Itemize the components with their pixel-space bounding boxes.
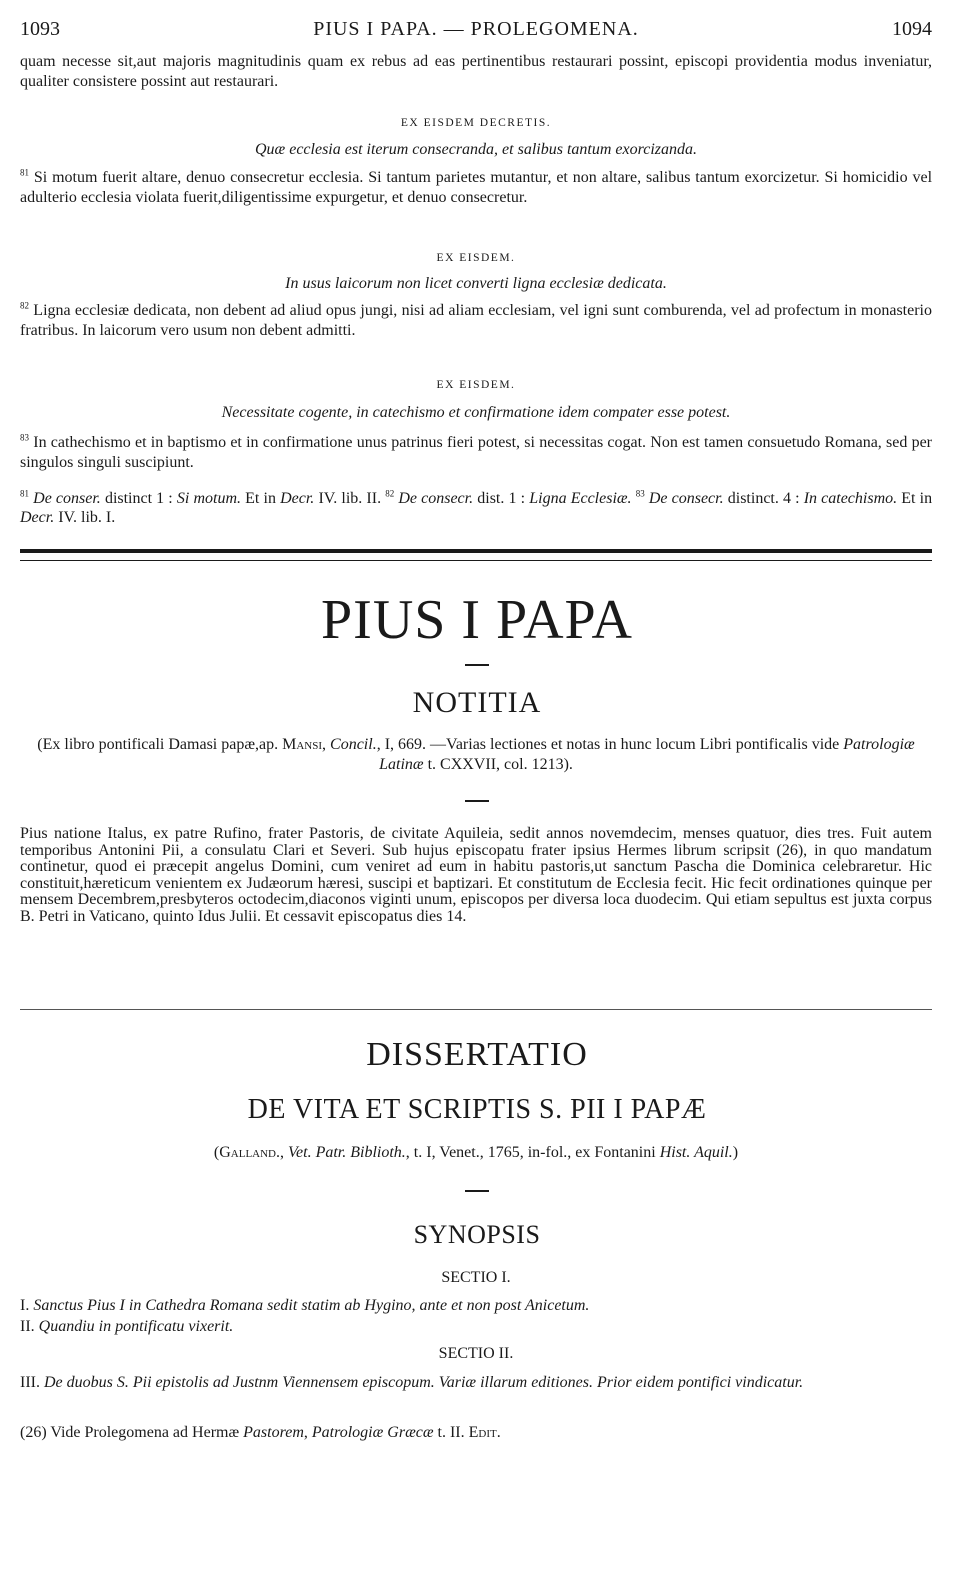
sectio-heading: SECTIO II. <box>438 1345 514 1362</box>
item-text: De duobus S. Pii epistolis ad Justnm Viennensem episcopum. Variæ illarum editiones. Prior eidem pontifici vindicatur. <box>43 1374 804 1391</box>
canon-paragraph <box>20 433 932 472</box>
item-text: Sanctus Pius I in Cathedra Romana sedit statim ab Hygino, ante et non post Anicetum. <box>33 1297 590 1314</box>
note-ref: De consecr. <box>398 490 474 507</box>
footnote-text: (26) Vide Prolegomena ad Hermæ <box>20 1424 244 1441</box>
note-ref: Si motum. <box>176 490 242 507</box>
source-author: Galland. <box>219 1144 281 1161</box>
section-heading: EX EISDEM. <box>436 252 516 264</box>
dissertatio-title: DISSERTATIO <box>366 1036 588 1073</box>
dissertatio-subtitle: DE VITA ET SCRIPTIS S. PII I PAPÆ <box>247 1094 707 1125</box>
synopsis-item <box>20 1296 932 1316</box>
canon-number: 81 <box>20 167 29 178</box>
canon-notes <box>20 489 932 527</box>
source-text: , I, 669. —Varias lectiones et notas in hunc locum Libri pontificalis vide <box>376 736 844 753</box>
footnote-editor: Edit. <box>468 1424 501 1441</box>
source-work: Patrologiæ Latinæ <box>379 736 915 773</box>
source-text: , t. I, Venet., 1765, in-fol., ex Fontanini <box>405 1144 660 1161</box>
section-divider <box>20 549 932 561</box>
footnote-work: Patrologiæ Græcæ <box>311 1424 434 1441</box>
item-number: III. <box>20 1374 44 1391</box>
source-work: Hist. Aquil. <box>659 1144 733 1161</box>
note-text: dist. 1 : <box>473 490 530 507</box>
footnote-work: Pastorem <box>243 1424 304 1441</box>
note-text: distinct. 4 : <box>723 490 804 507</box>
main-title: PIUS I PAPA <box>321 589 633 651</box>
footnote-text: , <box>303 1424 312 1441</box>
running-header <box>20 18 932 42</box>
source-author: Mansi <box>282 736 323 753</box>
notitia-dash <box>465 800 489 802</box>
canon-number: 82 <box>20 300 29 311</box>
canon-paragraph <box>20 168 932 207</box>
item-number: I. <box>20 1297 34 1314</box>
note-text: IV. lib. I. <box>54 509 116 526</box>
section-heading: EX EISDEM. <box>436 379 516 391</box>
continuation-paragraph: quam necesse sit,aut majoris magnitudinis quam ex rebus ad eas pertinentibus restaurari possint, episcopi providentia modus inveniatur, qualiter consistere possint aut restaurari. <box>20 53 932 90</box>
canon-number: 83 <box>20 432 29 443</box>
section-subtitle: Necessitate cogente, in catechismo et confirmatione idem compater esse potest. <box>221 404 731 421</box>
source-work: Concil. <box>330 736 377 753</box>
section-divider <box>20 1009 932 1010</box>
synopsis-heading: SYNOPSIS <box>413 1220 541 1249</box>
section-subtitle: Quæ ecclesia est iterum consecranda, et salibus tantum exorcizanda. <box>255 141 697 158</box>
note-ref: Ligna Ecclesiæ. <box>529 490 632 507</box>
source-text: , <box>280 1144 289 1161</box>
source-text: , <box>322 736 331 753</box>
item-text: Quandiu in pontificatu vixerit. <box>38 1318 234 1335</box>
footnote-text: t. II. <box>433 1424 469 1441</box>
note-number: 81 <box>20 488 29 499</box>
source-work: Vet. Patr. Biblioth. <box>288 1144 406 1161</box>
note-text: IV. lib. II. <box>314 490 386 507</box>
running-title: PIUS I PAPA. — PROLEGOMENA. <box>313 18 639 40</box>
dissertatio-dash <box>465 1190 489 1192</box>
note-ref: In catechismo. <box>803 490 898 507</box>
canon-text: Ligna ecclesiæ dedicata, non debent ad aliud opus jungi, nisi ad aliam ecclesiam, vel igni sunt comburenda, vel ad profectum in monasterio fratribus. In laicorum vero usum non debent admitti. <box>20 302 933 339</box>
canon-text: Si motum fuerit altare, denuo consecretur ecclesia. Si tantum parietes mutantur, et non altare, salibus tantum exorcizetur. Si homicidio vel adulterio ecclesia violata fuerit,diligentissime expurgetur, et denuo consecretur. <box>20 169 933 206</box>
notitia-body: Pius natione Italus, ex patre Rufino, frater Pastoris, de civitate Aquileia, sedit annos novemdecim, menses quatuor, dies tres. Fuit autem temporibus Antonini Pii, a consulatu Clari et Severi. Sub hujus episcopatu frater ipsius Hermes librum scripsit (26), in quo mandatum continetur, quod ei præcepit angelus Domini, cum veniret ad eum in habitu pastoris,ut sanctum Pascha die Dominica celebraretur. Hic constituit,hæreticum venientem ex Judæorum hæresi, suscipi et baptizari. Et constitutum de Ecclesia fecit. Hic fecit ordinationes quinque per mensem Decembrem,presbyteros octodecim,diaconos viginti unum, episcopos per diversa loca duodecim. Qui etiam sepultus est juxta corpus B. Petri in Vaticano, quinto Idus Julii. Et cessavit episcopatus dies 14. <box>20 825 932 925</box>
source-text: t. CXXVII, col. 1213). <box>423 755 573 773</box>
source-text: (Ex libro pontificali Damasi papæ,ap. <box>37 736 283 753</box>
source-text: ) <box>732 1144 739 1161</box>
note-text: Et in <box>897 490 933 507</box>
note-number: 82 <box>385 488 395 499</box>
page-number-left: 1093 <box>20 18 60 40</box>
title-dash <box>465 664 489 666</box>
item-number: II. <box>20 1318 39 1335</box>
section-heading: EX EISDEM DECRETIS. <box>400 117 552 129</box>
synopsis-item <box>20 1373 932 1393</box>
page-number-right: 1094 <box>892 18 932 40</box>
note-ref: Decr. <box>280 490 315 507</box>
notitia-source <box>20 735 932 774</box>
canon-paragraph <box>20 301 932 340</box>
footnote <box>20 1423 932 1443</box>
sectio-heading: SECTIO I. <box>441 1269 511 1286</box>
note-number: 83 <box>635 488 645 499</box>
dissertatio-source <box>20 1143 932 1163</box>
notitia-heading: NOTITIA <box>412 686 542 719</box>
note-ref: De conser. <box>33 490 101 507</box>
note-ref: Decr. <box>20 509 55 526</box>
note-ref: De consecr. <box>648 490 724 507</box>
note-text: distinct 1 : <box>100 490 177 507</box>
synopsis-item <box>20 1317 932 1337</box>
note-text: Et in <box>241 490 281 507</box>
canon-text: In cathechismo et in baptismo et in confirmatione unus patrinus fieri potest, si necessitas cogat. Non est tamen consuetudo Romana, sed per singulos singuli suscipiunt. <box>20 434 933 471</box>
section-subtitle: In usus laicorum non licet converti ligna ecclesiæ dedicata. <box>285 275 667 292</box>
source-text: ( <box>213 1144 220 1161</box>
